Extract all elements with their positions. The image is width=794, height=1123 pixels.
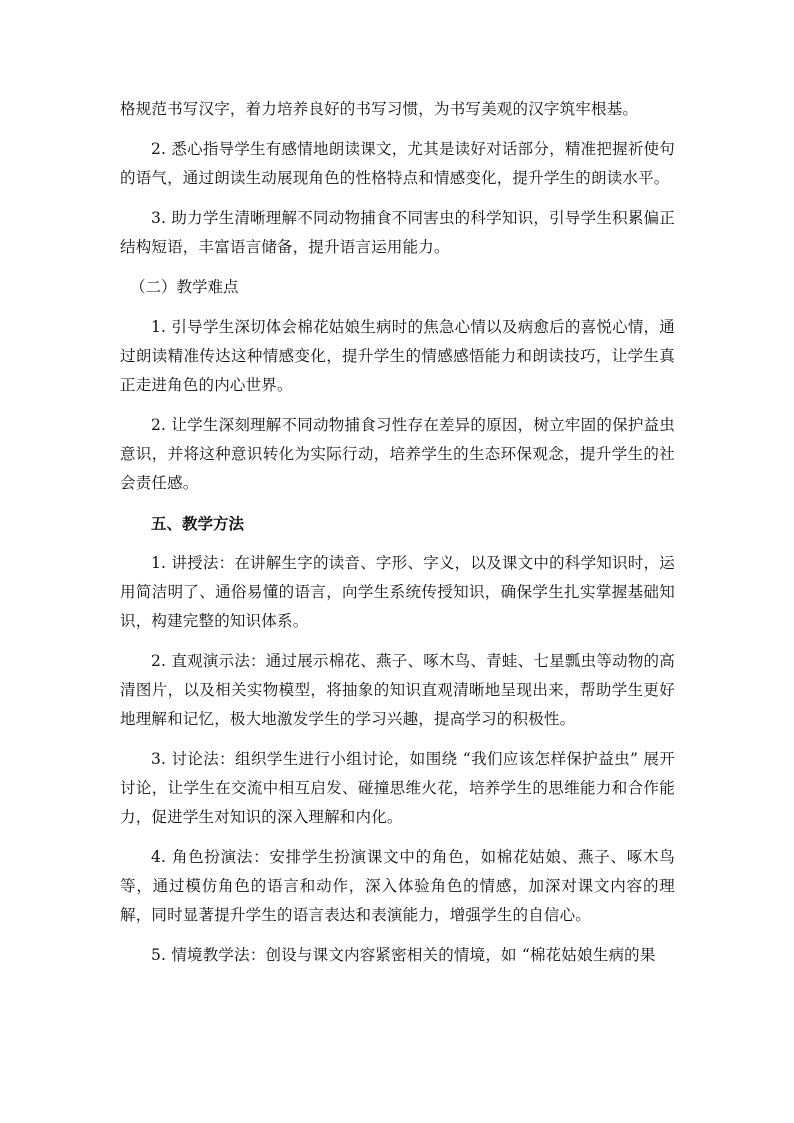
key-point-3: 3. 助力学生清晰理解不同动物捕食不同害虫的科学知识，引导学生积累偏正结构短语，丰富语言储备，提升语言运用能力。 xyxy=(120,209,675,256)
method-3: 3. 讨论法：组织学生进行小组讨论，如围绕 “我们应该怎样保护益虫” 展开讨论，让学生在交流中相互启发、碰撞思维火花，培养学生的思维能力和合作能力，促进学生对知识的深入理解和内化。 xyxy=(120,750,675,826)
method-2: 2. 直观演示法：通过展示棉花、燕子、啄木鸟、青蛙、七星瓢虫等动物的高清图片，以及相关实物模型，将抽象的知识直观清晰地呈现出来，帮助学生更好地理解和记忆，极大地激发学生的学习兴趣，提高学习的积极性。 xyxy=(120,652,675,728)
method-4: 4. 角色扮演法：安排学生扮演课文中的角色，如棉花姑娘、燕子、啄木鸟等，通过模仿角色的语言和动作，深入体验角色的情感，加深对课文内容的理解，同时显著提升学生的语言表达和表演能力，增强学生的自信心。 xyxy=(120,848,675,924)
subheading-teaching-difficulties: （二）教学难点 xyxy=(130,278,239,296)
paragraph-continued: 格规范书写汉字，着力培养良好的书写习惯，为书写美观的汉字筑牢根基。 xyxy=(120,100,639,118)
difficulty-1: 1. 引导学生深切体会棉花姑娘生病时的焦急心情以及病愈后的喜悦心情，通过朗读精准传达这种情感变化，提升学生的情感感悟能力和朗读技巧，让学生真正走进角色的内心世界。 xyxy=(120,318,675,394)
method-1: 1. 讲授法：在讲解生字的读音、字形、字义，以及课文中的科学知识时，运用简洁明了、通俗易懂的语言，向学生系统传授知识，确保学生扎实掌握基础知识，构建完整的知识体系。 xyxy=(120,554,675,630)
document-body xyxy=(120,95,675,981)
key-point-2: 2. 悉心指导学生有感情地朗读课文，尤其是读好对话部分，精准把握祈使句的语气，通过朗读生动展现角色的性格特点和情感变化，提升学生的朗读水平。 xyxy=(120,140,675,187)
section-heading-teaching-methods: 五、教学方法 xyxy=(151,514,245,533)
method-5: 5. 情境教学法：创设与课文内容紧密相关的情境，如 “棉花姑娘生病的果 xyxy=(151,946,656,964)
difficulty-2: 2. 让学生深刻理解不同动物捕食习性存在差异的原因，树立牢固的保护益虫意识，并将这种意识转化为实际行动，培养学生的生态环保观念，提升学生的社会责任感。 xyxy=(120,416,675,492)
